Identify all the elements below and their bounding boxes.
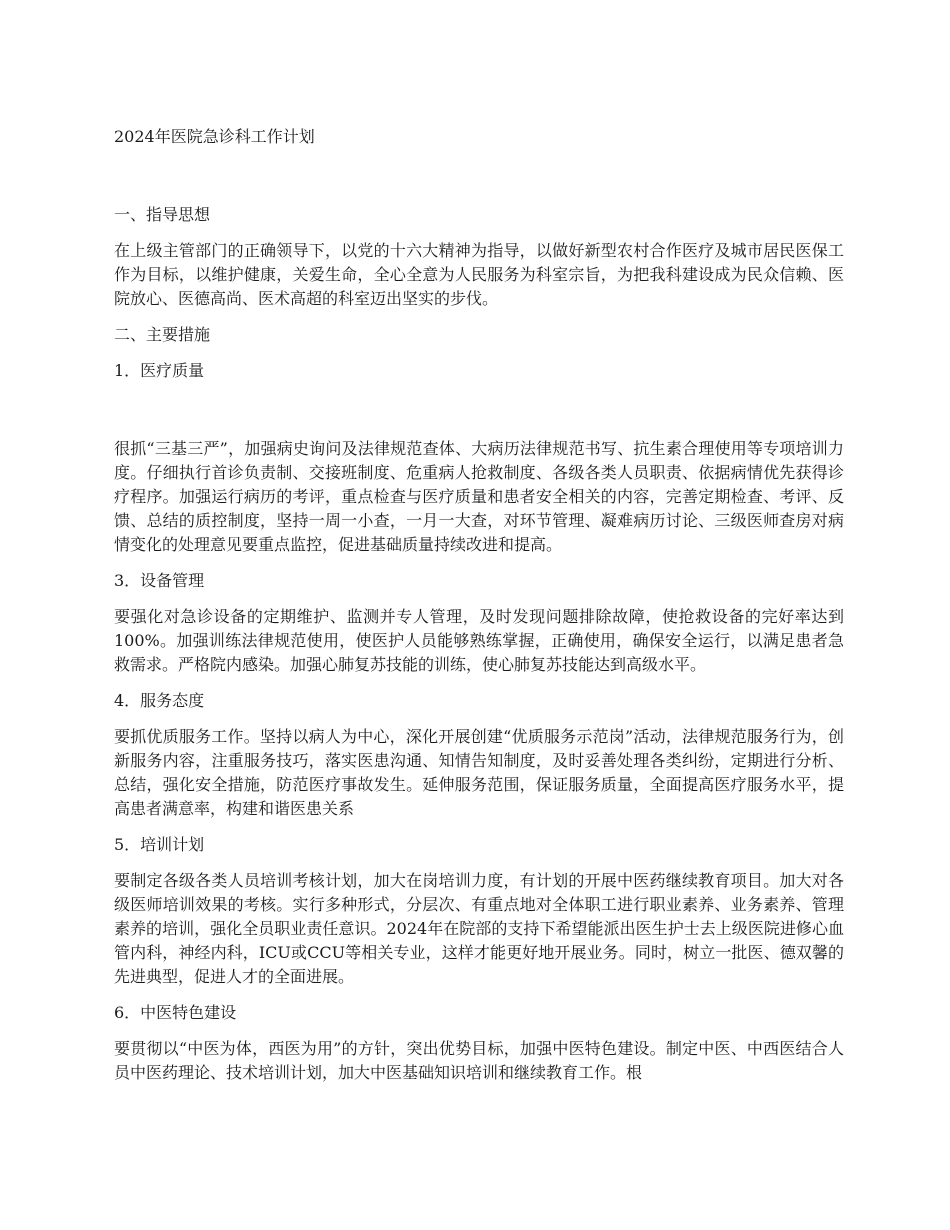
subheading-training-plan: 5．培训计划 xyxy=(114,835,205,854)
paragraph-tcm-characteristics: 要贯彻以“中医为体，西医为用”的方针，突出优势目标，加强中医特色建设。制定中医、中西医结合人员中医药理论、技术培训计划，加大中医基础知识培训和继续教育工作。根 xyxy=(114,1039,844,1082)
subheading-tcm-characteristics: 6．中医特色建设 xyxy=(114,1003,237,1022)
paragraph-service-attitude: 要抓优质服务工作。坚持以病人为中心，深化开展创建“优质服务示范岗”活动，法律规范服务行为，创新服务内容，注重服务技巧，落实医患沟通、知情告知制度，及时妥善处理各类纠纷，定期进行分析、总结，强化安全措施，防范医疗事故发生。延伸服务范围，保证服务质量，全面提高医疗服务水平，提高患者满意率，构建和谐医患关系 xyxy=(114,727,844,818)
paragraph-medical-quality: 很抓“三基三严”，加强病史询问及法律规范查体、大病历法律规范书写、抗生素合理使用等专项培训力度。仔细执行首诊负责制、交接班制度、危重病人抢救制度、各级各类人员职责、依据病情优先获得诊疗程序。加强运行病历的考评，重点检查与医疗质量和患者安全相关的内容，完善定期检查、考评、反馈、总结的质控制度，坚持一周一小查，一月一大查，对环节管理、凝难病历讨论、三级医师查房对病情变化的处理意见要重点监控，促进基础质量持续改进和提高。 xyxy=(114,439,844,554)
document-body xyxy=(114,125,844,1097)
subheading-service-attitude: 4．服务态度 xyxy=(114,691,205,710)
section-heading-guiding-ideology: 一、指导思想 xyxy=(114,205,211,224)
blank-gap xyxy=(114,395,844,437)
document-title: 2024年医院急诊科工作计划 xyxy=(114,127,315,146)
subheading-medical-quality: 1．医疗质量 xyxy=(114,361,205,380)
section-heading-main-measures: 二、主要措施 xyxy=(114,325,211,344)
paragraph-equipment-management: 要强化对急诊设备的定期维护、监测并专人管理，及时发现问题排除故障，使抢救设备的完好率达到100%。加强训练法律规范使用，使医护人员能够熟练掌握，正确使用，确保安全运行，以满足患者急救需求。严格院内感染。加强心肺复苏技能的训练，使心肺复苏技能达到高级水平。 xyxy=(114,607,844,674)
paragraph-training-plan: 要制定各级各类人员培训考核计划，加大在岗培训力度，有计划的开展中医药继续教育项目。加大对各级医师培训效果的考核。实行多种形式，分层次、有重点地对全体职工进行职业素养、业务素养、管理素养的培训，强化全员职业责任意识。2024年在院部的支持下希望能派出医生护士去上级医院进修心血管内科，神经内科，ICU或CCU等相关专业，这样才能更好地开展业务。同时，树立一批医、德双馨的先进典型，促进人才的全面进展。 xyxy=(114,871,844,986)
paragraph-guiding-ideology: 在上级主管部门的正确领导下，以党的十六大精神为指导，以做好新型农村合作医疗及城市居民医保工作为目标，以维护健康，关爱生命，全心全意为人民服务为科室宗旨，为把我科建设成为民众信赖、医院放心、医德高尚、医术高超的科室迈出坚实的步伐。 xyxy=(114,241,844,308)
subheading-equipment-management: 3．设备管理 xyxy=(114,571,205,590)
